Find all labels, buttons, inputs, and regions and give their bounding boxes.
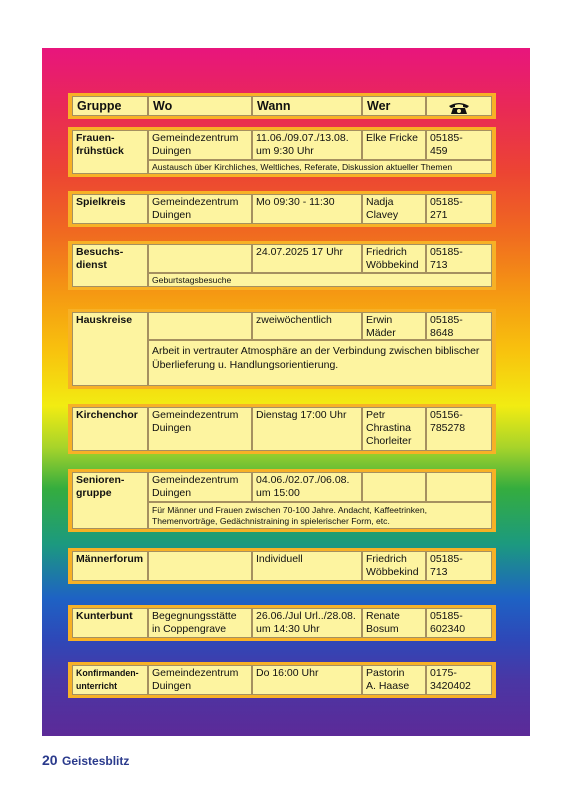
cell-wer: Petr Chrastina Chorleiter: [362, 407, 426, 451]
cell-wer: Renate Bosum: [362, 608, 426, 638]
row-seniorengruppe: [68, 469, 496, 532]
header-telefon: [426, 96, 492, 116]
table-header: [68, 93, 496, 119]
cell-telefon: 05185- 713: [426, 244, 492, 273]
cell-telefon: 05185- 8648: [426, 312, 492, 340]
header-wer: Wer: [362, 96, 426, 116]
cell-note: Für Männer und Frauen zwischen 70-100 Jahre. Andacht, Kaffeetrinken, Themenvorträge, Gedächnistraining in spielerischer Form, etc.: [148, 502, 492, 529]
cell-wann: 26.06./Jul Url../28.08. um 14:30 Uhr: [252, 608, 362, 638]
cell-note: Arbeit in vertrauter Atmosphäre an der Verbindung zwischen biblischer Überlieferung u. Handlungsorientierung.: [148, 340, 492, 386]
cell-note: Austausch über Kirchliches, Weltliches, Referate, Diskussion aktueller Themen: [148, 160, 492, 174]
cell-wo: Gemeindezentrum Duingen: [148, 472, 252, 502]
cell-wer: Elke Fricke: [362, 130, 426, 160]
cell-telefon: 05185- 271: [426, 194, 492, 224]
cell-wann: Dienstag 17:00 Uhr: [252, 407, 362, 451]
cell-gruppe: Frauen- frühstück: [72, 130, 148, 174]
cell-telefon: 05156- 785278: [426, 407, 492, 451]
cell-note: Geburtstagsbesuche: [148, 273, 492, 287]
cell-wann: zweiwöchentlich: [252, 312, 362, 340]
header-gruppe: Gruppe: [72, 96, 148, 116]
cell-telefon: 05185- 602340: [426, 608, 492, 638]
cell-gruppe: Männerforum: [72, 551, 148, 581]
header-wann: Wann: [252, 96, 362, 116]
row-kirchenchor: [68, 404, 496, 454]
page-number: 20: [42, 752, 58, 768]
cell-wann: Mo 09:30 - 11:30: [252, 194, 362, 224]
header-wo: Wo: [148, 96, 252, 116]
cell-wann: Do 16:00 Uhr: [252, 665, 362, 695]
row-maennerforum: [68, 548, 496, 584]
cell-wer: Pastorin A. Haase: [362, 665, 426, 695]
cell-wer: Erwin Mäder: [362, 312, 426, 340]
cell-gruppe: Spielkreis: [72, 194, 148, 224]
cell-wo: [148, 244, 252, 273]
telephone-icon: [448, 101, 470, 115]
row-kunterbunt: [68, 605, 496, 641]
cell-gruppe: Kirchenchor: [72, 407, 148, 451]
cell-gruppe: Hauskreise: [72, 312, 148, 386]
cell-wann: 11.06./09.07./13.08. um 9:30 Uhr: [252, 130, 362, 160]
row-besuchsdienst: [68, 241, 496, 290]
cell-wo: Gemeindezentrum Duingen: [148, 130, 252, 160]
cell-gruppe: Konfirmanden- unterricht: [72, 665, 148, 695]
cell-telefon: 05185- 713: [426, 551, 492, 581]
cell-wann: 24.07.2025 17 Uhr: [252, 244, 362, 273]
cell-wo: [148, 312, 252, 340]
cell-wer: Friedrich Wöbbekind: [362, 551, 426, 581]
page-footer: [42, 752, 129, 770]
cell-wo: Gemeindezentrum Duingen: [148, 194, 252, 224]
cell-wo: Gemeindezentrum Duingen: [148, 665, 252, 695]
cell-wer: Friedrich Wöbbekind: [362, 244, 426, 273]
cell-wer: [362, 472, 426, 502]
cell-gruppe: Senioren- gruppe: [72, 472, 148, 529]
cell-telefon: [426, 472, 492, 502]
cell-wer: Nadja Clavey: [362, 194, 426, 224]
cell-wo: Gemeindezentrum Duingen: [148, 407, 252, 451]
cell-wann: Individuell: [252, 551, 362, 581]
magazine-name: Geistesblitz: [62, 754, 130, 768]
cell-telefon: 05185- 459: [426, 130, 492, 160]
cell-gruppe: Besuchs- dienst: [72, 244, 148, 287]
row-frauenfruehstueck: [68, 127, 496, 177]
cell-wann: 04.06./02.07./06.08. um 15:00: [252, 472, 362, 502]
row-hauskreise: [68, 309, 496, 389]
cell-wo: Begegnungsstätte in Coppengrave: [148, 608, 252, 638]
row-konfirmandenunterricht: [68, 662, 496, 698]
cell-wo: [148, 551, 252, 581]
cell-telefon: 0175- 3420402: [426, 665, 492, 695]
cell-gruppe: Kunterbunt: [72, 608, 148, 638]
row-spielkreis: [68, 191, 496, 227]
